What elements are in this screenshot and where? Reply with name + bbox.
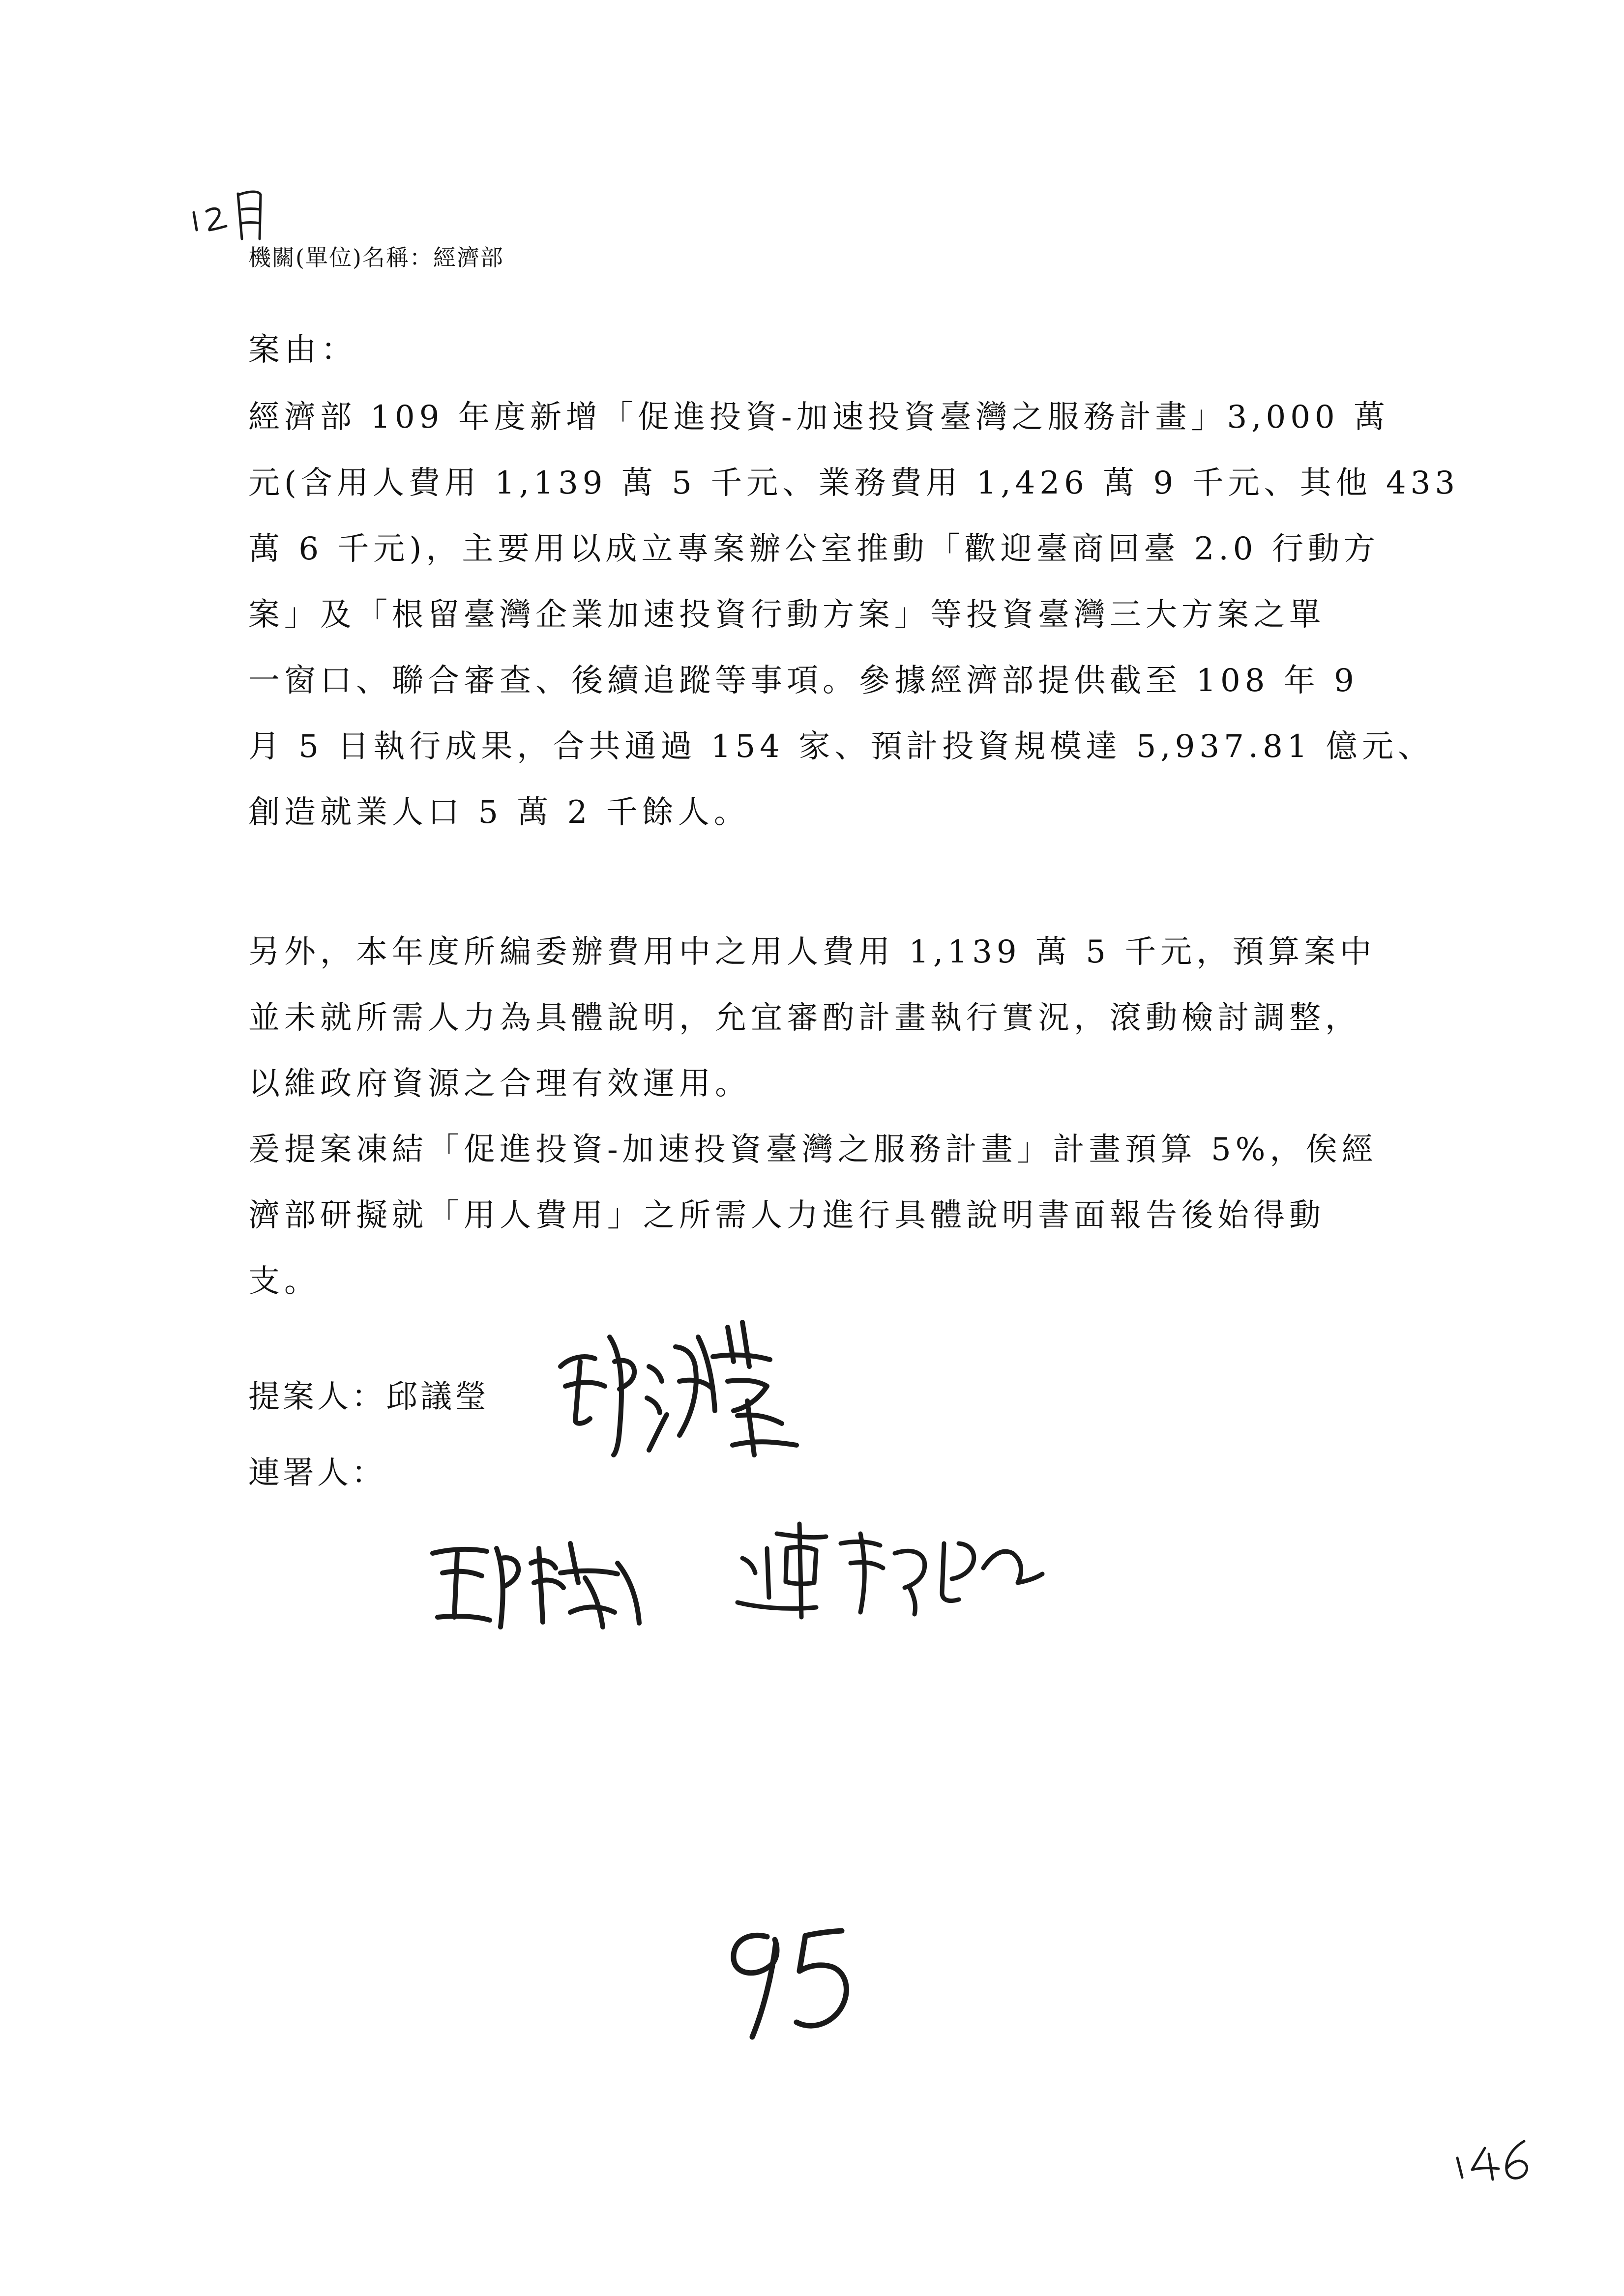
paragraph2-line: 支。 xyxy=(248,1263,320,1300)
paragraph1-line: 經濟部 109 年度新增「促進投資-加速投資臺灣之服務計畫」3,000 萬 xyxy=(248,399,1390,436)
paragraph1-line: 創造就業人口 5 萬 2 千餘人。 xyxy=(248,794,750,831)
paragraph1-line: 月 5 日執行成果，合共通過 154 家、預計投資規模達 5,937.81 億元、 xyxy=(248,728,1434,765)
paragraph2-line: 爰提案凍結「促進投資-加速投資臺灣之服務計畫」計畫預算 5%，俟經 xyxy=(248,1132,1378,1168)
paragraph2-line: 另外，本年度所編委辦費用中之用人費用 1,139 萬 5 千元，預算案中 xyxy=(248,934,1376,970)
case-heading: 案由： xyxy=(248,332,357,368)
paragraph1-line: 萬 6 千元)，主要用以成立專案辦公室推動「歡迎臺商回臺 2.0 行動方 xyxy=(248,531,1380,567)
paragraph1-line: 案」及「根留臺灣企業加速投資行動方案」等投資臺灣三大方案之單 xyxy=(248,597,1325,633)
paragraph2-line: 以維政府資源之合理有效運用。 xyxy=(248,1066,751,1102)
cosigner-label: 連署人： xyxy=(248,1455,386,1491)
handwritten-corner-number xyxy=(1450,2128,1539,2187)
paragraph1-line: 元(含用人費用 1,139 萬 5 千元、業務費用 1,426 萬 9 千元、其他 433 xyxy=(248,465,1460,501)
proposer-signature xyxy=(551,1308,806,1470)
cosigner-signature xyxy=(728,1514,1047,1627)
handwritten-page-number xyxy=(713,1917,880,2055)
proposer-label: 提案人：邱議瑩 xyxy=(248,1379,489,1415)
paragraph2-line: 濟部研擬就「用人費用」之所需人力進行具體說明書面報告後始得動 xyxy=(248,1197,1325,1234)
paragraph2-line: 並未就所需人力為具體說明，允宜審酌計畫執行實況，滾動檢討調整， xyxy=(248,1000,1361,1036)
agency-name-line: 機關(單位)名稱：經濟部 xyxy=(248,244,504,271)
handwritten-month-note xyxy=(187,182,285,246)
cosigner-signature xyxy=(423,1519,654,1642)
paragraph1-line: 一窗口、聯合審查、後續追蹤等事項。參據經濟部提供截至 108 年 9 xyxy=(248,663,1358,699)
